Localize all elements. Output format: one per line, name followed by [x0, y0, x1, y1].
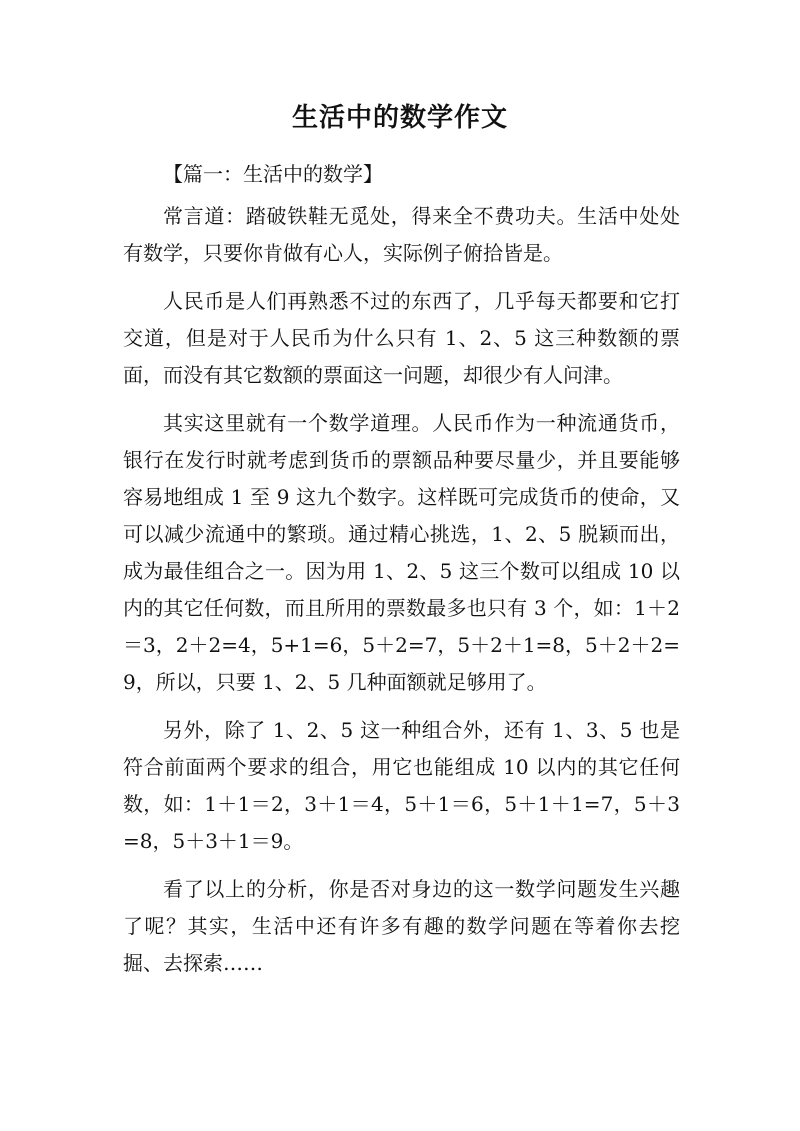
paragraph-2: 人民币是人们再熟悉不过的东西了，几乎每天都要和它打交道，但是对于人民币为什么只有 1、2、5 这三种数额的票面，而没有其它数额的票面这一问题，却很少有人问津。 — [123, 289, 680, 387]
paragraph-1: 常言道：踏破铁鞋无觅处，得来全不费功夫。生活中处处有数学，只要你肯做有心人，实际例子俯拾皆是。 — [123, 204, 680, 265]
document-title: 生活中的数学作文 — [291, 103, 508, 133]
paragraph-4: 另外，除了 1、2、5 这一种组合外，还有 1、3、5 也是符合前面两个要求的组合，用它也能组成 10 以内的其它任何数，如：1＋1＝2，3＋1＝4，5＋1＝6，5＋1＋1=7，5＋3=8，5＋3＋1＝9。 — [123, 718, 680, 853]
document-body — [123, 198, 680, 993]
paragraph-3: 其实这里就有一个数学道理。人民币作为一种流通货币，银行在发行时就考虑到货币的票额品种要尽量少，并且要能够容易地组成 1 至 9 这九个数字。这样既可完成货币的使命，又可以减少流通中的繁琐。通过精心挑选，1、2、5 脱颖而出，成为最佳组合之一。因为用 1、2、5 这三个数可以组成 10 以内的其它任何数，而且所用的票数最多也只有 3 个，如：1＋2＝3，2＋2=4，5+1=6，5＋2=7，5＋2＋1=8，5＋2＋2=9，所以，只要 1、2、5 几种面额就足够用了。 — [123, 411, 680, 694]
section-label: 【篇一：生活中的数学】 — [163, 162, 383, 186]
paragraph-5: 看了以上的分析，你是否对身边的这一数学问题发生兴趣了呢？其实，生活中还有许多有趣的数学问题在等着你去挖掘、去探索…… — [123, 877, 680, 975]
